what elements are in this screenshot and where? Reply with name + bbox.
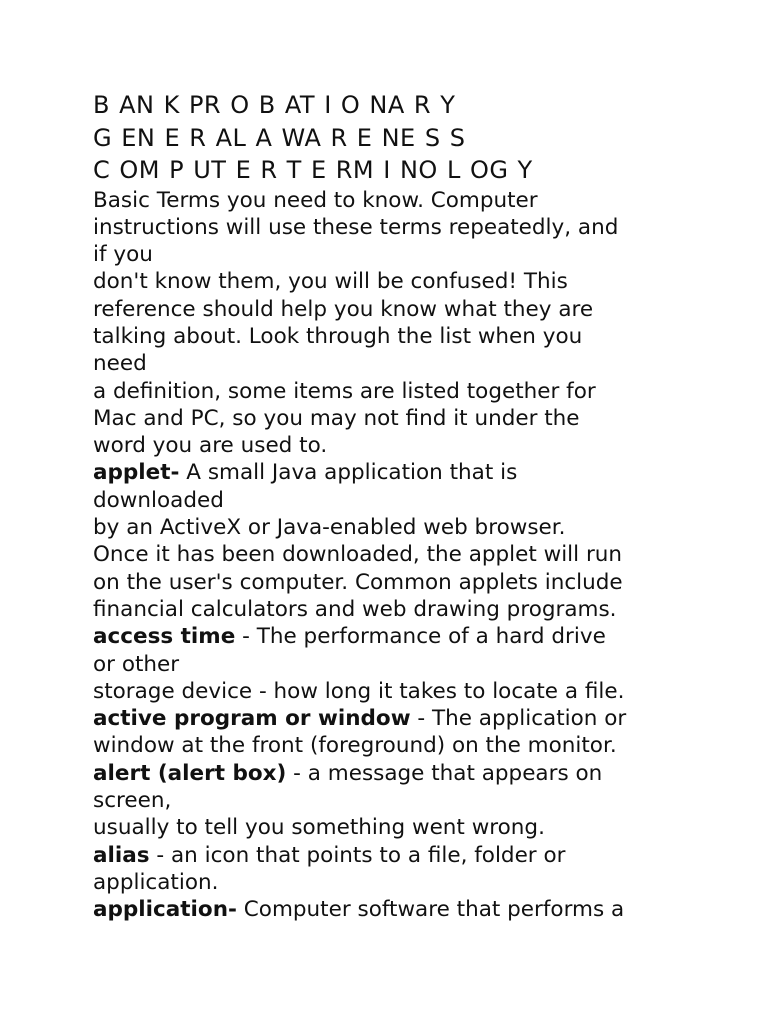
document-page xyxy=(93,89,693,924)
glossary-definition: application. xyxy=(93,869,219,895)
glossary-entry-applet xyxy=(93,459,693,623)
glossary-definition: financial calculators and web drawing programs. xyxy=(93,596,617,622)
glossary-definition: on the user's computer. Common applets include xyxy=(93,569,623,595)
glossary-term: alert (alert box) xyxy=(93,760,287,786)
glossary-definition: Computer software that performs a xyxy=(236,897,625,923)
title-line-2: G EN E R AL A WA R E NE S S xyxy=(93,123,466,152)
intro-line: Basic Terms you need to know. Computer xyxy=(93,187,538,213)
intro-line: need xyxy=(93,351,147,377)
intro-line: word you are used to. xyxy=(93,433,328,459)
glossary-entry-application xyxy=(93,896,693,923)
glossary-term: alias xyxy=(93,842,150,868)
glossary-definition: A small Java application that is xyxy=(179,460,518,486)
intro-line: instructions will use these terms repeatedly, and xyxy=(93,214,619,240)
glossary-definition: Once it has been downloaded, the applet will run xyxy=(93,542,623,568)
intro-line: Mac and PC, so you may not find it under the xyxy=(93,405,580,431)
glossary-definition: storage device - how long it takes to locate a file. xyxy=(93,678,625,704)
intro-line: reference should help you know what they are xyxy=(93,296,594,322)
glossary-definition: downloaded xyxy=(93,487,224,513)
glossary-definition: - a message that appears on xyxy=(286,760,603,786)
glossary-definition: window at the front (foreground) on the monitor. xyxy=(93,733,617,759)
glossary-definition: - The performance of a hard drive xyxy=(235,624,606,650)
glossary-definition: by an ActiveX or Java-enabled web browser. xyxy=(93,515,566,541)
intro-line: talking about. Look through the list when you xyxy=(93,323,583,349)
glossary-term: access time xyxy=(93,624,236,650)
document-title xyxy=(93,89,693,187)
glossary-entry-active-program xyxy=(93,705,693,760)
title-line-3: C OM P UT E R T E RM I NO L OG Y xyxy=(93,156,533,184)
glossary-definition: - The application or xyxy=(410,706,627,732)
intro-line: if you xyxy=(93,242,153,268)
glossary-entry-alert xyxy=(93,760,693,842)
glossary-entry-alias xyxy=(93,842,693,897)
intro-paragraph xyxy=(93,187,693,460)
glossary-definition: or other xyxy=(93,651,180,677)
intro-line: don't know them, you will be confused! This xyxy=(93,269,568,295)
glossary-entry-access-time xyxy=(93,623,693,705)
glossary-term: application- xyxy=(93,897,237,923)
title-line-1: B AN K PR O B AT I O NA R Y xyxy=(93,91,456,119)
glossary-definition: usually to tell you something went wrong. xyxy=(93,815,545,841)
glossary-term: active program or window xyxy=(93,706,411,732)
intro-line: a definition, some items are listed together for xyxy=(93,378,596,404)
glossary-definition: - an icon that points to a file, folder or xyxy=(149,842,566,868)
glossary-term: applet- xyxy=(93,460,180,486)
glossary-definition: screen, xyxy=(93,788,172,814)
